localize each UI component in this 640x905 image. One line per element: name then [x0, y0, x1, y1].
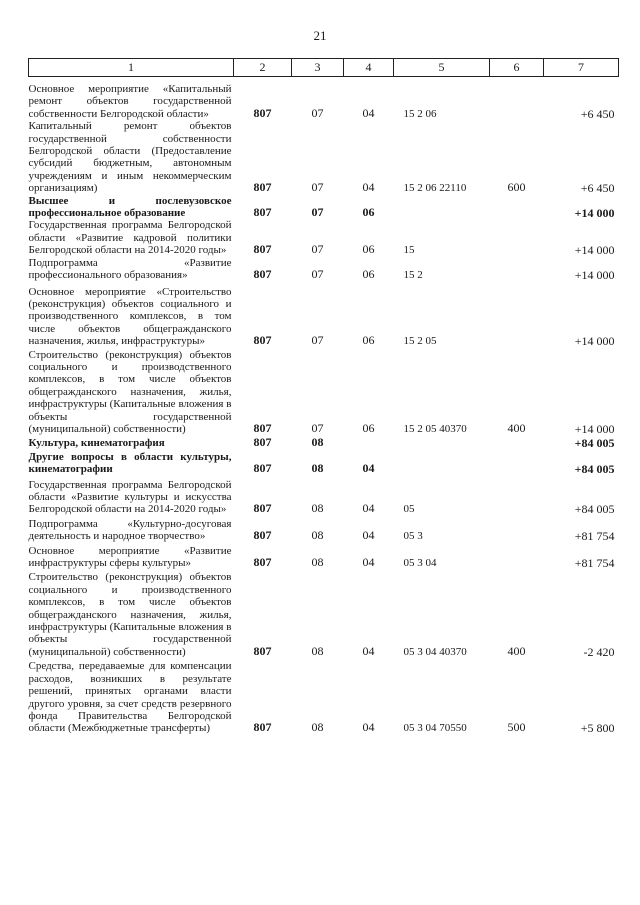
row-target-article-code: 15 2 06 22110	[403, 182, 467, 195]
row-amount: +6 450	[580, 106, 615, 121]
row-description: Высшее и послевузовское профессиональное образование	[28, 194, 232, 220]
row-grbs-code: 807	[253, 205, 272, 220]
row-subsection-code: 06	[362, 267, 375, 282]
row-description: Культура, кинематография	[28, 437, 165, 450]
row-section-code: 08	[311, 643, 324, 658]
row-amount: +14 000	[574, 243, 615, 258]
row-description: Государственная программа Белгородской области «Развитие кадровой политики Белгородской области на 2014-2020 годы»	[28, 219, 232, 257]
row-subsection-code: 04	[362, 105, 375, 120]
row-expense-type-code	[490, 516, 544, 543]
row-description: Другие вопросы в области культуры, кинематографии	[28, 450, 232, 476]
row-amount: +81 754	[574, 529, 615, 544]
row-section-code: 07	[311, 180, 324, 195]
row-subsection-code: 04	[362, 461, 375, 476]
row-expense-type-code: 400	[507, 643, 526, 658]
table-row	[29, 195, 619, 220]
row-amount: +14 000	[574, 268, 615, 283]
row-amount: +5 800	[580, 721, 615, 736]
row-amount: +81 754	[574, 556, 615, 571]
row-description: Подпрограмма «Развитие профессионального образования»	[28, 256, 232, 282]
row-expense-type-code	[490, 450, 544, 476]
row-target-article-code: 05 3	[403, 530, 423, 543]
row-target-article-code: 05	[403, 503, 415, 516]
row-grbs-code: 807	[253, 242, 272, 257]
row-expense-type-code	[490, 77, 544, 121]
table-row	[29, 282, 619, 348]
row-description: Основное мероприятие «Капитальный ремонт объектов государственной собственности Белгородской области»	[28, 83, 232, 120]
row-subsection-code: 06	[362, 420, 375, 435]
table-row	[29, 569, 619, 658]
row-grbs-code: 807	[253, 180, 272, 195]
row-subsection-code: 04	[362, 501, 375, 516]
row-subsection-code: 06	[362, 242, 375, 257]
row-amount: -2 420	[583, 644, 615, 659]
row-description: Подпрограмма «Культурно-досуговая деятельность и народное творчество»	[28, 517, 232, 543]
row-target-article-code: 05 3 04	[403, 557, 437, 570]
row-subsection-code: 06	[362, 205, 375, 220]
table-row	[29, 120, 619, 194]
row-grbs-code: 807	[253, 555, 272, 570]
row-amount: +14 000	[574, 334, 615, 349]
row-grbs-code: 807	[253, 501, 272, 516]
table-row	[29, 77, 619, 121]
table-row	[29, 435, 619, 449]
header-col-1: 1	[29, 59, 234, 77]
row-expense-type-code	[490, 282, 544, 348]
page-number: 21	[313, 28, 327, 43]
header-col-6: 6	[490, 59, 544, 77]
row-amount: +6 450	[580, 181, 615, 196]
row-description: Строительство (реконструкция) объектов социального и производственного комплексов, в том числе объектов общегражданского назначения, жилья, инфраструктуры (Капитальные вложения в объекты государственной (муниципальной) собственности)	[28, 571, 232, 658]
row-expense-type-code	[490, 219, 544, 256]
table-row	[29, 450, 619, 476]
row-grbs-code: 807	[253, 267, 272, 282]
header-col-4: 4	[344, 59, 394, 77]
row-target-article-code: 05 3 04 70550	[403, 722, 467, 735]
budget-table	[28, 58, 619, 735]
row-amount: +84 005	[574, 502, 615, 517]
row-target-article-code: 15 2 05 40370	[403, 422, 467, 435]
row-grbs-code: 807	[253, 105, 272, 120]
row-expense-type-code	[490, 435, 544, 449]
row-description: Капитальный ремонт объектов государственной собственности Белгородской области (Предоставление субсидий бюджетным, автономным учреждениям и иным некоммерческим организациям)	[28, 120, 232, 195]
row-description: Средства, передаваемые для компенсации расходов, возникших в результате решений, принятых органами власти другого уровня, за счет средств резервного фонда Правительства Белгородской области (Межбюджетные трансферты)	[28, 660, 232, 735]
row-description: Основное мероприятие «Строительство (реконструкция) объектов социального и производственного комплексов, в том числе объектов общегражданского назначения, жилья, инфраструктуры»	[28, 285, 232, 348]
row-section-code: 08	[311, 528, 324, 543]
row-section-code: 08	[311, 555, 324, 570]
header-col-7: 7	[544, 59, 619, 77]
row-subsection-code: 04	[362, 720, 375, 735]
table-row	[29, 476, 619, 516]
row-section-code: 07	[311, 205, 324, 220]
row-expense-type-code: 500	[507, 720, 526, 735]
row-expense-type-code: 400	[507, 420, 526, 435]
row-expense-type-code	[490, 543, 544, 570]
row-section-code: 08	[311, 461, 324, 476]
row-target-article-code: 15 2	[403, 269, 423, 282]
row-grbs-code: 807	[253, 461, 272, 476]
row-subsection-code: 04	[362, 180, 375, 195]
row-target-article-code	[394, 435, 490, 449]
row-section-code: 07	[311, 420, 324, 435]
row-amount: +14 000	[574, 206, 615, 221]
header-col-5: 5	[394, 59, 490, 77]
table-row	[29, 257, 619, 282]
row-section-code: 08	[311, 435, 324, 450]
row-target-article-code: 15 2 05	[403, 335, 437, 348]
table-row	[29, 348, 619, 436]
row-grbs-code: 807	[253, 643, 272, 658]
table-row	[29, 516, 619, 543]
row-amount: +84 005	[574, 462, 615, 477]
row-amount: +84 005	[574, 436, 615, 451]
row-section-code: 08	[311, 720, 324, 735]
row-grbs-code: 807	[253, 435, 272, 450]
table-row	[29, 219, 619, 256]
row-expense-type-code	[490, 257, 544, 282]
header-col-3: 3	[292, 59, 344, 77]
row-subsection-code: 04	[362, 643, 375, 658]
row-target-article-code	[394, 450, 490, 476]
row-target-article-code	[394, 195, 490, 220]
row-target-article-code: 15 2 06	[403, 107, 437, 120]
row-subsection-code: 06	[362, 333, 375, 348]
row-section-code: 07	[311, 242, 324, 257]
row-expense-type-code	[490, 476, 544, 516]
row-subsection-code: 04	[362, 555, 375, 570]
row-grbs-code: 807	[253, 528, 272, 543]
row-target-article-code: 15	[403, 244, 415, 257]
row-description: Строительство (реконструкция) объектов социального и производственного комплексов, в том числе объектов общегражданского назначения, жилья, инфраструктуры (Капитальные вложения в объекты государственной (муниципальной) собственности)	[28, 348, 232, 435]
row-expense-type-code	[490, 195, 544, 220]
row-section-code: 08	[311, 501, 324, 516]
row-section-code: 07	[311, 105, 324, 120]
row-description: Основное мероприятие «Развитие инфраструктуры сферы культуры»	[28, 544, 232, 570]
row-grbs-code: 807	[253, 333, 272, 348]
row-subsection-code: 04	[362, 528, 375, 543]
table-row	[29, 658, 619, 734]
row-grbs-code: 807	[253, 420, 272, 435]
table-row	[29, 543, 619, 570]
row-subsection-code	[344, 435, 394, 449]
row-expense-type-code: 600	[507, 180, 526, 195]
header-col-2: 2	[234, 59, 292, 77]
table-header-row	[29, 59, 619, 77]
row-section-code: 07	[311, 333, 324, 348]
row-grbs-code: 807	[253, 720, 272, 735]
row-section-code: 07	[311, 267, 324, 282]
row-amount: +14 000	[574, 421, 615, 436]
row-description: Государственная программа Белгородской области «Развитие культуры и искусства Белгородской области на 2014-2020 годы»	[28, 478, 232, 516]
row-target-article-code: 05 3 04 40370	[403, 645, 467, 658]
